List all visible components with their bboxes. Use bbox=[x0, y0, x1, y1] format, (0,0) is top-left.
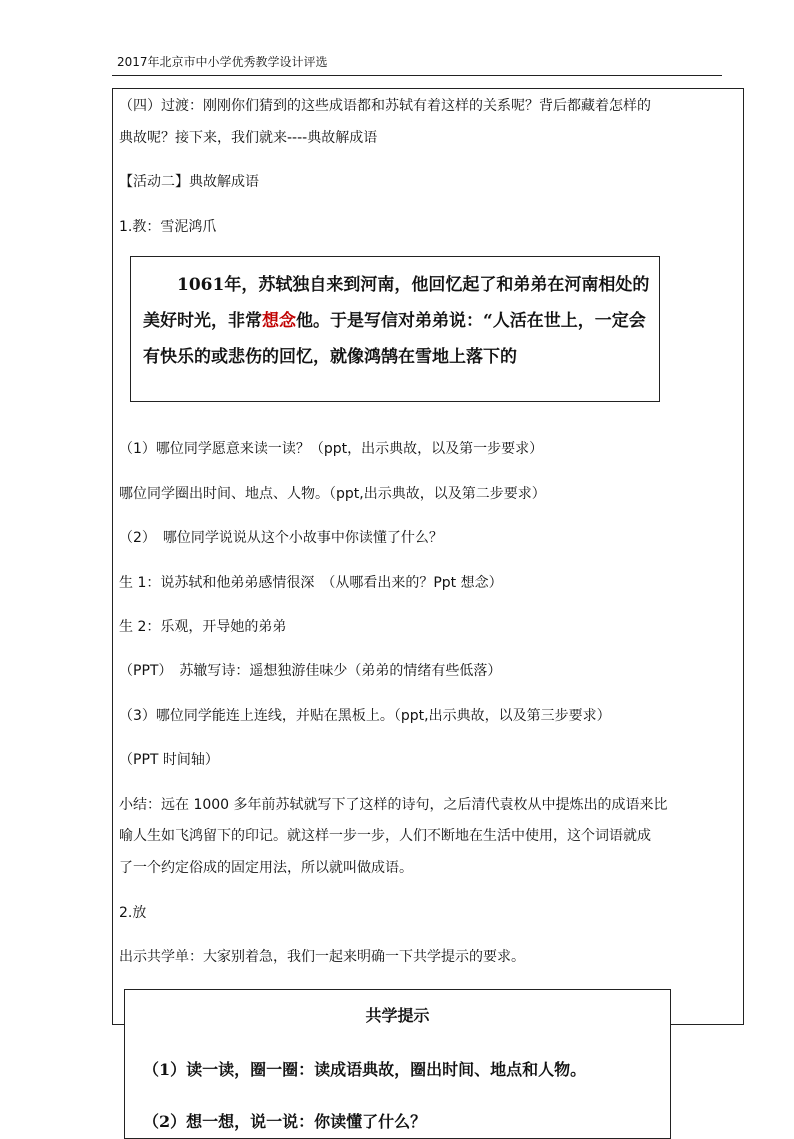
student-1-answer: 生 1：说苏轼和他弟弟感情很深 （从哪看出来的？Ppt 想念） bbox=[119, 575, 503, 591]
ppt-timeline-text: （PPT 时间轴） bbox=[119, 752, 219, 768]
story-text-part-1: 1061年，苏轼独自来到河南，他回忆起了和弟弟在河南相处的美好时光，非常 bbox=[143, 275, 650, 331]
co-learning-tips-box bbox=[124, 989, 671, 1139]
summary-line-3: 了一个约定俗成的固定用法，所以就叫做成语。 bbox=[119, 860, 413, 876]
student-2-answer: 生 2：乐观，开导她的弟弟 bbox=[119, 619, 287, 635]
document-header-title: 2017年北京市中小学优秀教学设计评选 bbox=[117, 55, 328, 69]
step-1b-text: 哪位同学圈出时间、地点、人物。（ppt,出示典故，以及第二步要求） bbox=[119, 486, 546, 502]
transition-text-line-2: 典故呢？接下来，我们就来----典故解成语 bbox=[119, 130, 378, 146]
story-highlight-word: 想念 bbox=[262, 311, 296, 331]
tips-item-2: （2）想一想，说一说：你读懂了什么？ bbox=[143, 1112, 427, 1131]
ppt-poem-text: （PPT） 苏辙写诗：遥想独游佳味少（弟弟的情绪有些低落） bbox=[119, 663, 502, 679]
tips-item-1: （1）读一读，圈一圈：读成语典故，圈出时间、地点和人物。 bbox=[143, 1060, 587, 1079]
story-text-part-2: 他。于是写信对弟弟说：“人活在世上，一定会有快乐的或悲伤的回忆，就像鸿鹄在雪地上落下的 bbox=[143, 311, 646, 367]
story-text bbox=[143, 267, 653, 375]
step-3-text: （3）哪位同学能连上连线，并贴在黑板上。（ppt,出示典故，以及第三步要求） bbox=[119, 708, 611, 724]
teach-heading: 1.教：雪泥鸿爪 bbox=[119, 219, 217, 235]
tips-title: 共学提示 bbox=[365, 1006, 430, 1025]
step-2-text: （2） 哪位同学说说从这个小故事中你读懂了什么？ bbox=[119, 530, 443, 546]
story-text-box bbox=[130, 256, 660, 402]
release-heading: 2.放 bbox=[119, 905, 147, 921]
activity-two-heading: 【活动二】典故解成语 bbox=[119, 174, 259, 190]
summary-line-2: 喻人生如飞鸿留下的印记。就这样一步一步，人们不断地在生活中使用，这个词语就成 bbox=[119, 828, 651, 844]
step-1-text: （1）哪位同学愿意来读一读？（ppt，出示典故，以及第一步要求） bbox=[119, 441, 544, 457]
show-sheet-text: 出示共学单：大家别着急，我们一起来明确一下共学提示的要求。 bbox=[119, 949, 525, 965]
summary-line-1: 小结：远在 1000 多年前苏轼就写下了这样的诗句，之后清代袁枚从中提炼出的成语来比 bbox=[119, 797, 668, 813]
transition-text-line-1: （四）过渡：刚刚你们猜到的这些成语都和苏轼有着这样的关系呢？背后都藏着怎样的 bbox=[119, 98, 651, 114]
header-divider bbox=[112, 75, 722, 76]
